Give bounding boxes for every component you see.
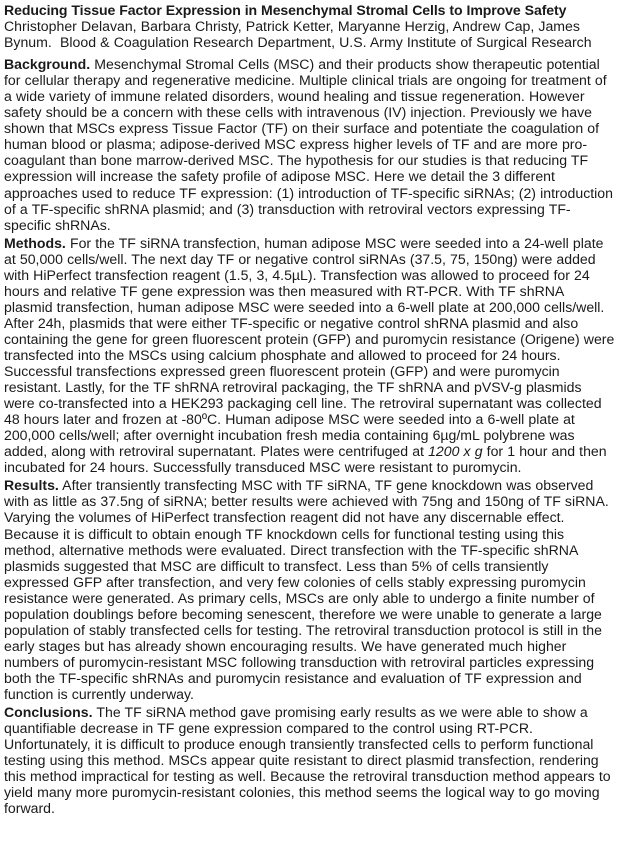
section-conclusions <box>4 704 616 816</box>
section-heading-conclusions: Conclusions. <box>4 704 93 721</box>
section-heading-background: Background. <box>4 56 91 73</box>
section-text-methods-end: for 1 hour and then incubated for 24 hours. Successfully transduced MSC were resistant to puromycin. <box>4 443 607 476</box>
section-background <box>4 56 616 233</box>
author-line <box>4 18 616 50</box>
section-text-conclusions: The TF siRNA method gave promising early results as we were able to show a quantifiable decrease in TF gene expression compared to the control using RT-PCR. Unfortunately, it is difficult to produce enough transiently transfected cells to perform functional testing using this method. MSCs appear quite resistant to direct plasmid transfection, rendering this method impractical for testing as well. Because the retroviral transduction method appears to yield many more puromycin-resistant colonies, this method seems the logical way to go moving forward. <box>4 704 611 817</box>
section-text-background: Mesenchymal Stromal Cells (MSC) and their products show therapeutic potential for cellular therapy and regenerative medicine. Multiple clinical trials are ongoing for treatment of a wide variety of immune related disorders, wound healing and tissue regeneration. However safety should be a concern with these cells with intravenous (IV) injection. Previously we have shown that MSCs express Tissue Factor (TF) on their surface and potentiate the coagulation of human blood or plasma; adipose-derived MSC express higher levels of TF and are more pro-coagulant than bone marrow-derived MSC. The hypothesis for our studies is that reducing TF expression will increase the safety profile of adipose MSC. Here we detail the 3 different approaches used to reduce TF expression: (1) introduction of TF-specific siRNAs; (2) introduction of a TF-specific shRNA plasmid; and (3) transduction with retroviral vectors expressing TF-specific shRNAs. <box>4 56 613 233</box>
section-results <box>4 477 616 702</box>
section-text-results: After transiently transfecting MSC with TF siRNA, TF gene knockdown was observed with as little as 37.5ng of siRNA; better results were achieved with 75ng and 150ng of TF siRNA. Varying the volumes of HiPerfect transfection reagent did not have any discernable effect. Because it is difficult to obtain enough TF knockdown cells for functional testing using this method, alternative methods were evaluated. Direct transfection with the TF-specific shRNA plasmids suggested that MSC are difficult to transfect. Less than 5% of cells transiently expressed GFP after transfection, and very few colonies of cells stably expressing puromycin resistance were generated. As primary cells, MSCs are only able to undergo a finite number of population doublings before becoming senescent, therefore we were unable to generate a large population of stably transfected cells for testing. The retroviral transduction protocol is still in the early stages but has already shown encouraging results. We have generated much higher numbers of puromycin-resistant MSC following transduction with retroviral particles expressing both the TF-specific shRNAs and puromycin resistance and evaluation of TF expression and function is currently underway. <box>4 477 609 702</box>
section-heading-methods: Methods. <box>4 234 66 251</box>
section-heading-results: Results. <box>4 477 59 494</box>
abstract-page <box>4 2 616 816</box>
section-methods <box>4 235 616 476</box>
abstract-title: Reducing Tissue Factor Expression in Mesenchymal Stromal Cells to Improve Safety <box>4 2 567 18</box>
centrifuge-force: 1200 x g <box>428 443 483 460</box>
section-text-methods: For the TF siRNA transfection, human adipose MSC were seeded into a 24-well plate at 50,000 cells/well. The next day TF or negative control siRNAs (37.5, 75, 150ng) were added with HiPerfect transfection reagent (1.5, 3, 4.5µL). Transfection was allowed to proceed for 24 hours and relative TF gene expression was then measured with RT-PCR. With TF shRNA plasmid transfection, human adipose MSC were seeded into a 6-well plate at 200,000 cells/well. After 24h, plasmids that were either TF-specific or negative control shRNA plasmid and also containing the gene for green fluorescent protein (GFP) and puromycin resistance (Origene) were transfected into the MSCs using calcium phosphate and allowed to proceed for 24 hours. Successful transfections expressed green fluorescent protein (GFP) and were puromycin resistant. Lastly, for the TF shRNA retroviral packaging, the TF shRNA and pVSV-g plasmids were co-transfected into a HEK293 packaging cell line. The retroviral supernatant was collected 48 hours later and frozen at -80ºC. Human adipose MSC were seeded into a 6-well plate at 200,000 cells/well; after overnight incubation fresh media containing 6µg/mL polybrene was added, along with retroviral supernatant. Plates were centrifuged at <box>4 234 615 460</box>
author-list: Christopher Delavan, Barbara Christy, Patrick Ketter, Maryanne Herzig, Andrew Cap, James Bynum. <box>4 18 580 51</box>
affiliation: Blood & Coagulation Research Department, U.S. Army Institute of Surgical Research <box>60 34 592 51</box>
